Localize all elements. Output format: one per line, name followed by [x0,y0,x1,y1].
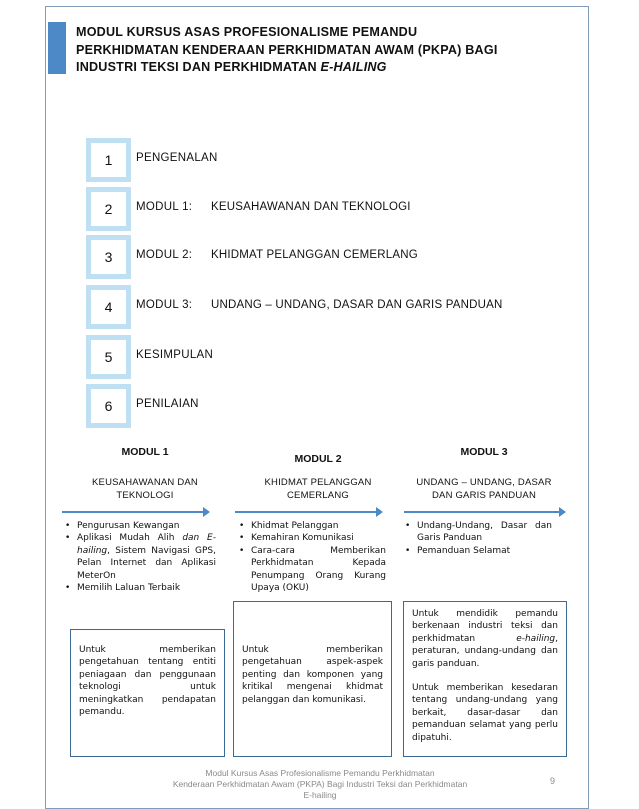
module-subtitle: UNDANG – UNDANG, DASAR DAN GARIS PANDUAN [416,477,552,501]
module-objective: Untuk memberikan kesedaran tentang undang-undang yang berkait, dasar-dasar dan pemanduan selamat yang perlu dipatuhi. [412,683,558,743]
title-line-2: PERKHIDMATAN KENDERAAN PERKHIDMATAN AWAM (PKPA) BAGI [76,42,498,57]
module-heading: MODUL 3 [460,446,508,458]
module-1-column [60,446,230,504]
toc-label: PENILAIAN [136,398,199,410]
module-2-topics [238,520,386,594]
toc-item-6[interactable] [86,384,546,430]
toc-label: MODUL 1: [136,201,193,213]
module-objective: Untuk mendidik pemandu berkenaan industri teksi dan perkhidmatan e-hailing, peraturan, undang-undang dan garis panduan. [412,609,558,669]
module-heading: MODUL 2 [294,453,342,465]
title-line-1: MODUL KURSUS ASAS PROFESIONALISME PEMANDU [76,25,418,39]
list-item: • Pemanduan Selamat [404,545,552,557]
module-3-column [399,446,569,504]
page-footer: Modul Kursus Asas Profesionalisme Pemandu Perkhidmatan Kenderaan Perkhidmatan Awam (PKPA) Bagi Industri Teksi dan Perkhidmatan E-hailing [172,768,468,800]
toc-item-4[interactable] [86,285,546,331]
list-item: • Memilih Laluan Terbaik [64,582,216,594]
list-item: • Undang-Undang, Dasar dan Garis Panduan [404,520,552,545]
module-3-topics [404,520,552,557]
document-title [76,24,566,77]
module-2-objective-box [233,601,392,757]
module-1-arrow [62,511,204,513]
toc-number-box: 6 [86,384,131,428]
toc-number-box: 3 [86,235,131,279]
module-1-topics [64,520,216,594]
toc-description: KHIDMAT PELANGGAN CEMERLANG [211,249,418,261]
toc-item-3[interactable] [86,235,546,281]
toc-description: KEUSAHAWANAN DAN TEKNOLOGI [211,201,411,213]
module-3-arrow [404,511,560,513]
page-number: 9 [550,776,556,786]
module-subtitle: KEUSAHAWANAN DAN TEKNOLOGI [92,477,198,501]
toc-item-5[interactable] [86,335,546,381]
module-2-column [233,446,403,504]
list-item: • Kemahiran Komunikasi [238,532,386,544]
module-objective: Untuk memberikan pengetahuan tentang entiti peniagaan dan penggunaan teknologi untuk meningkatkan pendapatan pemandu. [79,645,216,718]
title-accent-bar [48,22,66,74]
module-1-objective-box [70,629,225,757]
toc-label: KESIMPULAN [136,349,214,361]
toc-description: UNDANG – UNDANG, DASAR DAN GARIS PANDUAN [211,299,503,311]
module-subtitle: KHIDMAT PELANGGAN CEMERLANG [264,477,372,501]
module-2-arrow [235,511,377,513]
module-heading: MODUL 1 [121,446,169,458]
module-3-objective-box [403,601,567,757]
toc-label: PENGENALAN [136,152,218,164]
toc-number-box: 2 [86,187,131,231]
title-line-3: INDUSTRI TEKSI DAN PERKHIDMATAN E-HAILING [76,60,387,74]
list-item: • Cara-cara Memberikan Perkhidmatan Kepada Penumpang Orang Kurang Upaya (OKU) [238,545,386,595]
toc-label: MODUL 2: [136,249,193,261]
toc-number-box: 5 [86,335,131,379]
toc-number-box: 1 [86,138,131,182]
list-item: • Aplikasi Mudah Alih dan E-hailing, Sistem Navigasi GPS, Pelan Internet dan Aplikasi MeterOn [64,532,216,582]
list-item: • Khidmat Pelanggan [238,520,386,532]
toc-number-box: 4 [86,285,131,329]
toc-label: MODUL 3: [136,299,193,311]
toc-item-1[interactable] [86,138,546,184]
toc-item-2[interactable] [86,187,546,233]
list-item: • Pengurusan Kewangan [64,520,216,532]
module-objective: Untuk memberikan pengetahuan aspek-aspek penting dan komponen yang kritikal mengenai khidmat pelanggan dan komunikasi. [242,645,383,705]
